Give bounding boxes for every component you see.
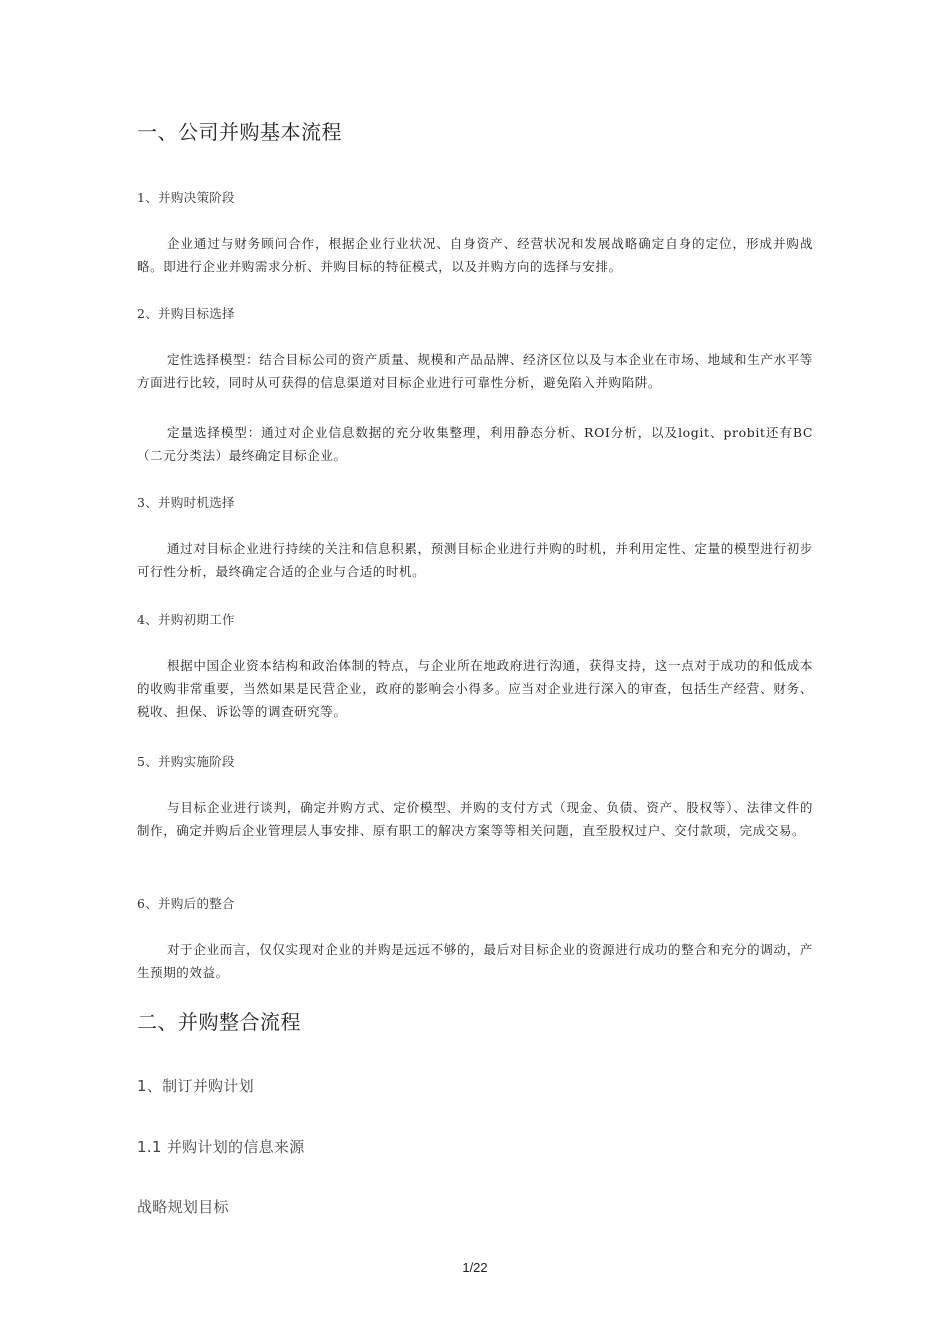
paragraph-timing: 通过对目标企业进行持续的关注和信息积累，预测目标企业进行并购的时机，并利用定性、定量的模型进行初步可行性分析，最终确定合适的企业与合适的时机。 <box>137 541 813 579</box>
paragraph-target-qualitative: 定性选择模型：结合目标公司的资产质量、规模和产品品牌、经济区位以及与本企业在市场、地域和生产水平等方面进行比较，同时从可获得的信息渠道对目标企业进行可靠性分析，避免陷入并购陷阱。 <box>137 352 813 390</box>
heading-section-one: 一、公司并购基本流程 <box>137 120 342 144</box>
subheading-info-source: 1.1 并购计划的信息来源 <box>137 1138 305 1156</box>
section-title-decision: 1、并购决策阶段 <box>137 190 235 205</box>
section-title-target: 2、并购目标选择 <box>137 306 235 321</box>
subheading-plan: 1、制订并购计划 <box>137 1077 254 1095</box>
paragraph-target-quantitative: 定量选择模型：通过对企业信息数据的充分收集整理，利用静态分析、ROI分析，以及logit、probit还有BC（二元分类法）最终确定目标企业。 <box>137 425 813 463</box>
section-title-implementation: 5、并购实施阶段 <box>137 754 235 769</box>
paragraph-integration: 对于企业而言，仅仅实现对企业的并购是远远不够的，最后对目标企业的资源进行成功的整合和充分的调动，产生预期的效益。 <box>137 942 813 980</box>
paragraph-implementation: 与目标企业进行谈判，确定并购方式、定价模型、并购的支付方式（现金、负债、资产、股权等）、法律文件的制作，确定并购后企业管理层人事安排、原有职工的解决方案等等相关问题，直至股权过户、交付款项，完成交易。 <box>137 800 813 838</box>
heading-section-two: 二、并购整合流程 <box>137 1010 301 1034</box>
section-title-integration: 6、并购后的整合 <box>137 896 235 911</box>
section-title-timing: 3、并购时机选择 <box>137 495 235 510</box>
page-number: 1/22 <box>462 1260 488 1275</box>
subheading-strategy: 战略规划目标 <box>137 1198 229 1216</box>
paragraph-decision: 企业通过与财务顾问合作，根据企业行业状况、自身资产、经营状况和发展战略确定自身的定位，形成并购战略。即进行企业并购需求分析、并购目标的特征模式，以及并购方向的选择与安排。 <box>137 236 813 274</box>
paragraph-initial: 根据中国企业资本结构和政治体制的特点，与企业所在地政府进行沟通，获得支持，这一点对于成功的和低成本的收购非常重要，当然如果是民营企业，政府的影响会小得多。应当对企业进行深入的审查，包括生产经营、财务、税收、担保、诉讼等的调查研究等。 <box>137 658 813 719</box>
section-title-initial: 4、并购初期工作 <box>137 612 235 627</box>
